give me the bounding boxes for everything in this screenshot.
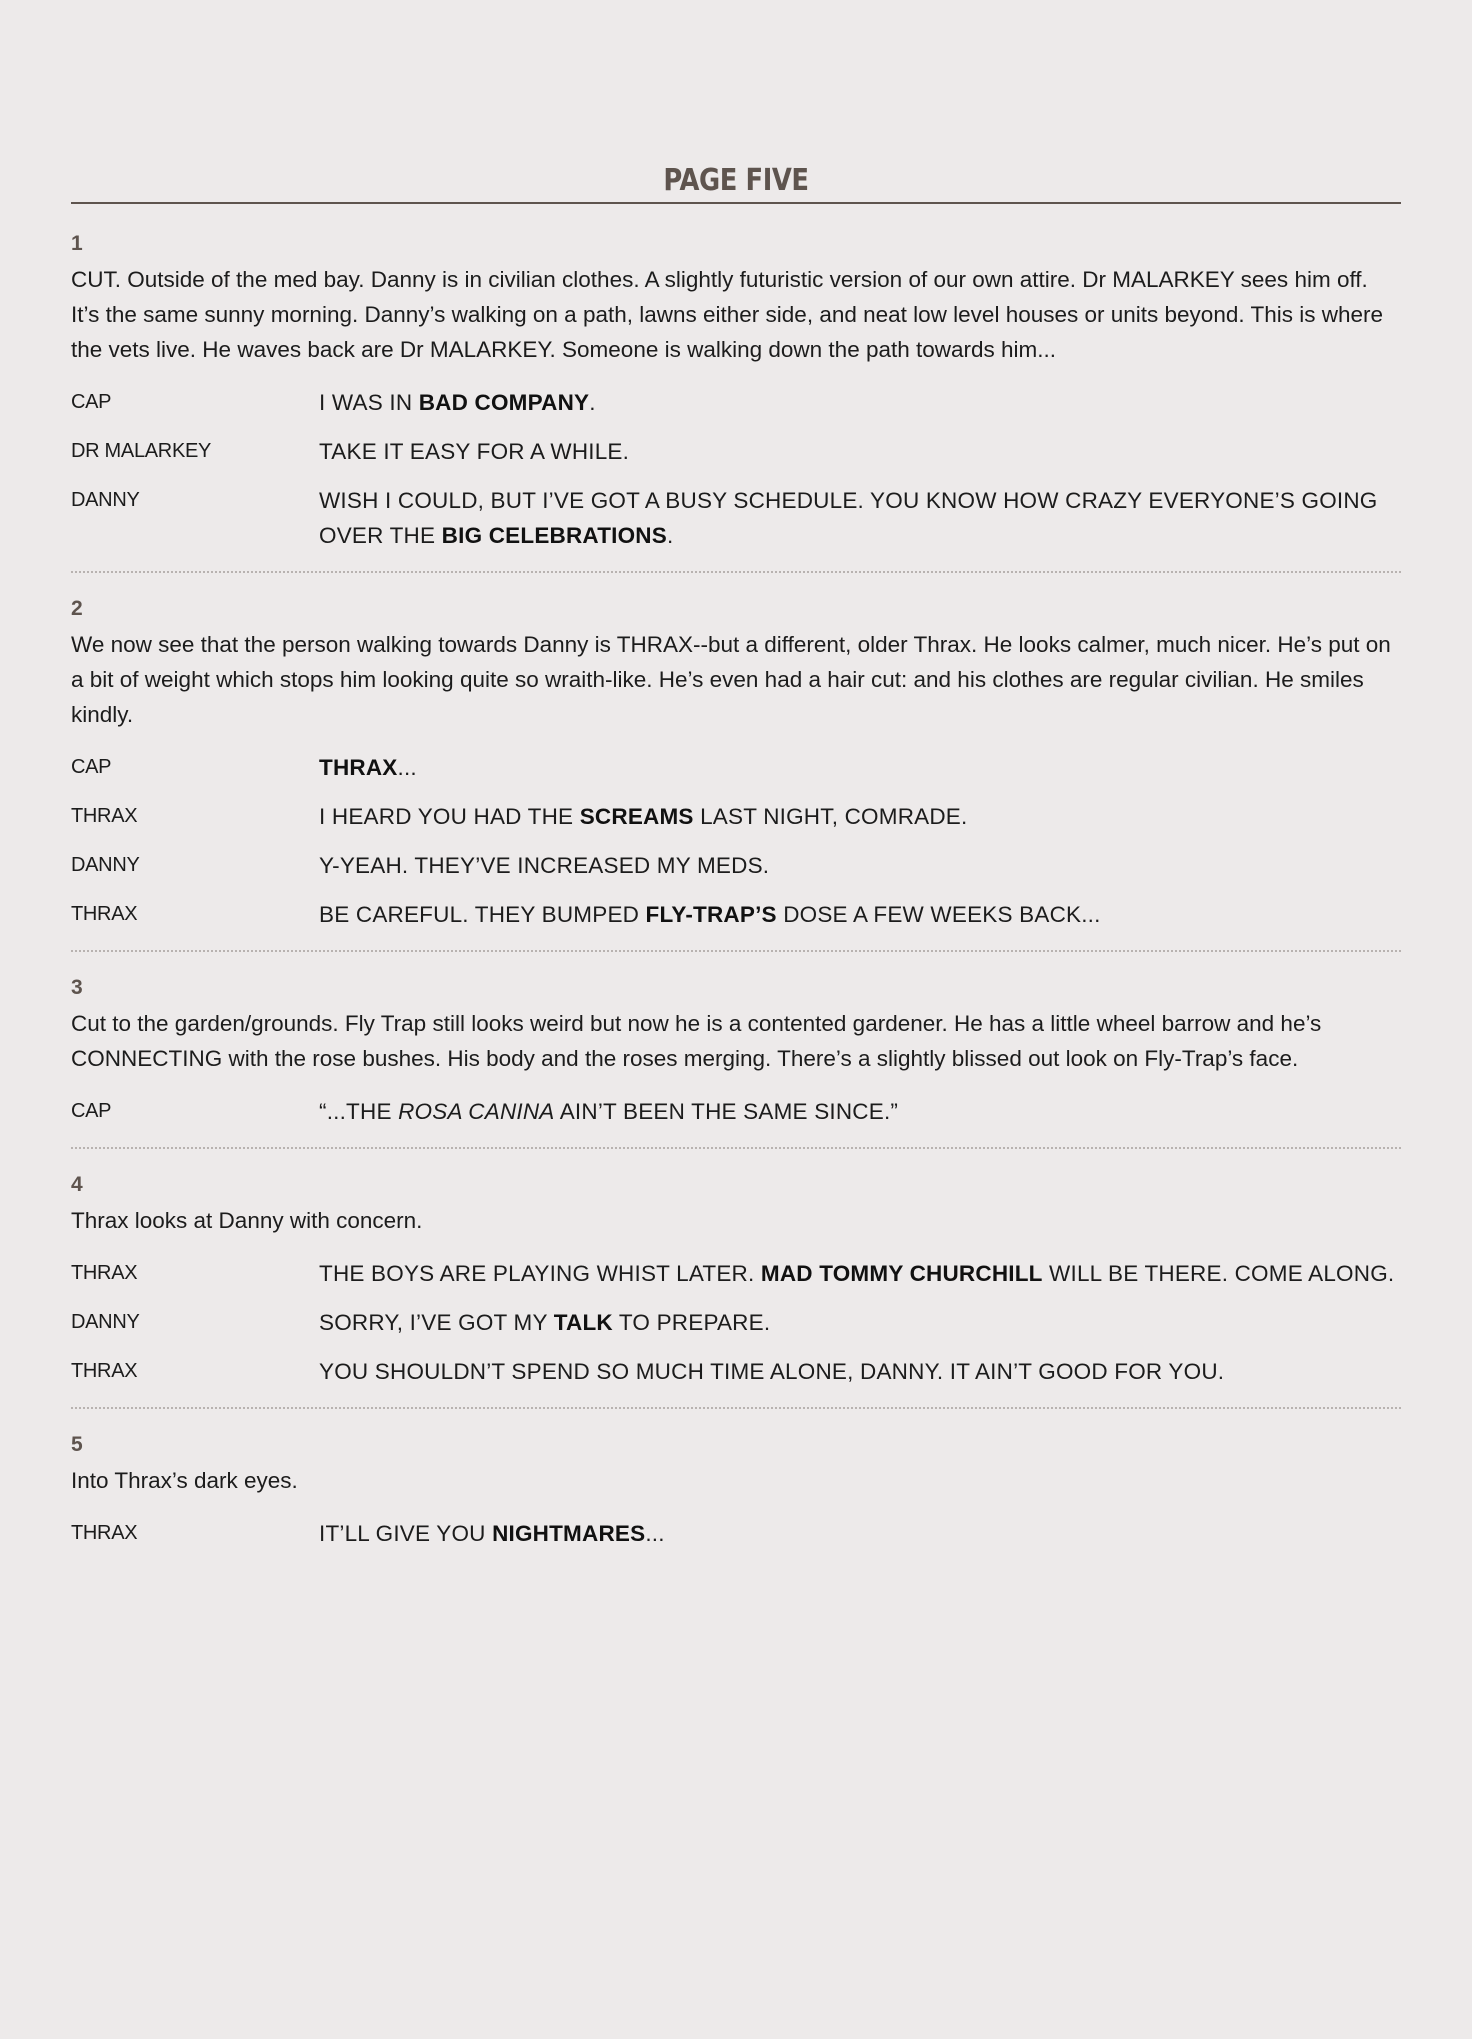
panels-container: [71, 230, 1401, 1551]
dialogue-row: [71, 1256, 1401, 1291]
panel-divider: [71, 950, 1401, 952]
panel: [71, 974, 1401, 1129]
dialogue-segment: I WAS IN: [319, 390, 419, 415]
panel: [71, 230, 1401, 553]
dialogue-text: [319, 750, 1401, 785]
bold-emphasis: MAD TOMMY CHURCHILL: [760, 1261, 1043, 1286]
dialogue-segment: .: [666, 523, 674, 548]
dialogue-row: [71, 385, 1401, 420]
dialogue-text: [319, 483, 1401, 553]
speaker-name: DANNY: [71, 1311, 140, 1333]
speaker-name: CAP: [71, 756, 112, 778]
dialogue-text: [319, 1256, 1401, 1291]
speaker-name: THRAX: [71, 1522, 138, 1544]
bold-emphasis: BIG CELEBRATIONS: [441, 523, 667, 548]
bold-emphasis: THRAX: [319, 755, 398, 780]
dialogue-text: [319, 799, 1401, 834]
dialogue-row: [71, 799, 1401, 834]
panel-number: 2: [71, 597, 83, 620]
dialogue-segment: .: [589, 390, 596, 415]
dialogue-segment: WISH I COULD, BUT I’VE GOT A BUSY SCHEDULE. YOU KNOW HOW CRAZY EVERYONE’S GOING OVER THE: [319, 488, 1378, 548]
dialogue-text: [319, 1354, 1401, 1389]
dialogue-text: [319, 848, 1401, 883]
panel: [71, 595, 1401, 932]
dialogue-row: [71, 750, 1401, 785]
dialogue-segment: ...: [645, 1521, 665, 1546]
dialogue-row: [71, 1516, 1401, 1551]
panel-number: 4: [71, 1173, 83, 1196]
bold-emphasis: FLY-TRAP’S: [645, 902, 777, 927]
dialogue-segment: SORRY, I’VE GOT MY: [319, 1310, 554, 1335]
panel: [71, 1171, 1401, 1389]
speaker-name: DANNY: [71, 489, 140, 511]
panel-description: We now see that the person walking towards Danny is THRAX--but a different, older Thrax. He looks calmer, much nicer. He’s put on a bit of weight which stops him looking quite so wraith-like. He’s even had a hair cut: and his clothes are regular civilian. He smiles kindly.: [71, 632, 1391, 727]
panel: [71, 1431, 1401, 1551]
bold-emphasis: SCREAMS: [579, 804, 694, 829]
title-rule: [71, 202, 1401, 204]
speaker-name: CAP: [71, 1100, 112, 1122]
panel-divider: [71, 1147, 1401, 1149]
dialogue-row: [71, 483, 1401, 553]
dialogue-segment: IT’LL GIVE YOU: [319, 1521, 493, 1546]
panel-description: CUT. Outside of the med bay. Danny is in civilian clothes. A slightly futuristic version of our own attire. Dr MALARKEY sees him off. It’s the same sunny morning. Danny’s walking on a path, lawns either side, and neat low level houses or units beyond. This is where the vets live. He waves back are Dr MALARKEY. Someone is walking down the path towards him...: [71, 267, 1383, 362]
panel-divider: [71, 571, 1401, 573]
speaker-name: THRAX: [71, 1262, 138, 1284]
speaker-name: THRAX: [71, 805, 138, 827]
panel-description: Into Thrax’s dark eyes.: [71, 1468, 298, 1493]
dialogue-segment: TAKE IT EASY FOR A WHILE.: [319, 439, 630, 464]
dialogue-text: [319, 897, 1401, 932]
dialogue-segment: BE CAREFUL. THEY BUMPED: [319, 902, 646, 927]
dialogue-segment: I HEARD YOU HAD THE: [319, 804, 580, 829]
dialogue-segment: TO PREPARE.: [612, 1310, 771, 1335]
bold-emphasis: TALK: [553, 1310, 613, 1335]
dialogue-row: [71, 1354, 1401, 1389]
italic-emphasis: ROSA CANINA: [398, 1099, 555, 1124]
dialogue-row: [71, 897, 1401, 932]
panel-description: Cut to the garden/grounds. Fly Trap still looks weird but now he is a contented gardener. He has a little wheel barrow and he’s CONNECTING with the rose bushes. His body and the roses merging. There’s a slightly blissed out look on Fly-Trap’s face.: [71, 1011, 1322, 1071]
dialogue-row: [71, 1305, 1401, 1340]
dialogue-segment: “...THE: [319, 1099, 399, 1124]
dialogue-text: [319, 434, 1401, 469]
panel-number: 3: [71, 976, 83, 999]
dialogue-row: [71, 1094, 1401, 1129]
dialogue-segment: DOSE A FEW WEEKS BACK...: [776, 902, 1101, 927]
dialogue-text: [319, 385, 1401, 420]
speaker-name: THRAX: [71, 1360, 138, 1382]
speaker-name: THRAX: [71, 903, 138, 925]
panel-number: 5: [71, 1433, 83, 1456]
dialogue-segment: YOU SHOULDN’T SPEND SO MUCH TIME ALONE, DANNY. IT AIN’T GOOD FOR YOU.: [319, 1359, 1225, 1384]
dialogue-text: [319, 1516, 1401, 1551]
dialogue-row: [71, 848, 1401, 883]
speaker-name: CAP: [71, 391, 112, 413]
dialogue-row: [71, 434, 1401, 469]
panel-divider: [71, 1407, 1401, 1409]
dialogue-segment: ...: [397, 755, 417, 780]
speaker-name: DR MALARKEY: [71, 440, 212, 462]
dialogue-text: [319, 1094, 1401, 1129]
page-title: PAGE FIVE: [663, 163, 809, 198]
dialogue-segment: LAST NIGHT, COMRADE.: [693, 804, 968, 829]
dialogue-text: [319, 1305, 1401, 1340]
dialogue-segment: AIN’T BEEN THE SAME SINCE.”: [554, 1099, 899, 1124]
dialogue-segment: WILL BE THERE. COME ALONG.: [1042, 1261, 1395, 1286]
speaker-name: DANNY: [71, 854, 140, 876]
panel-description: Thrax looks at Danny with concern.: [71, 1208, 423, 1233]
dialogue-segment: THE BOYS ARE PLAYING WHIST LATER.: [319, 1261, 761, 1286]
dialogue-segment: Y-YEAH. THEY’VE INCREASED MY MEDS.: [319, 853, 770, 878]
bold-emphasis: NIGHTMARES: [492, 1521, 646, 1546]
panel-number: 1: [71, 232, 83, 255]
bold-emphasis: BAD COMPANY: [418, 390, 590, 415]
